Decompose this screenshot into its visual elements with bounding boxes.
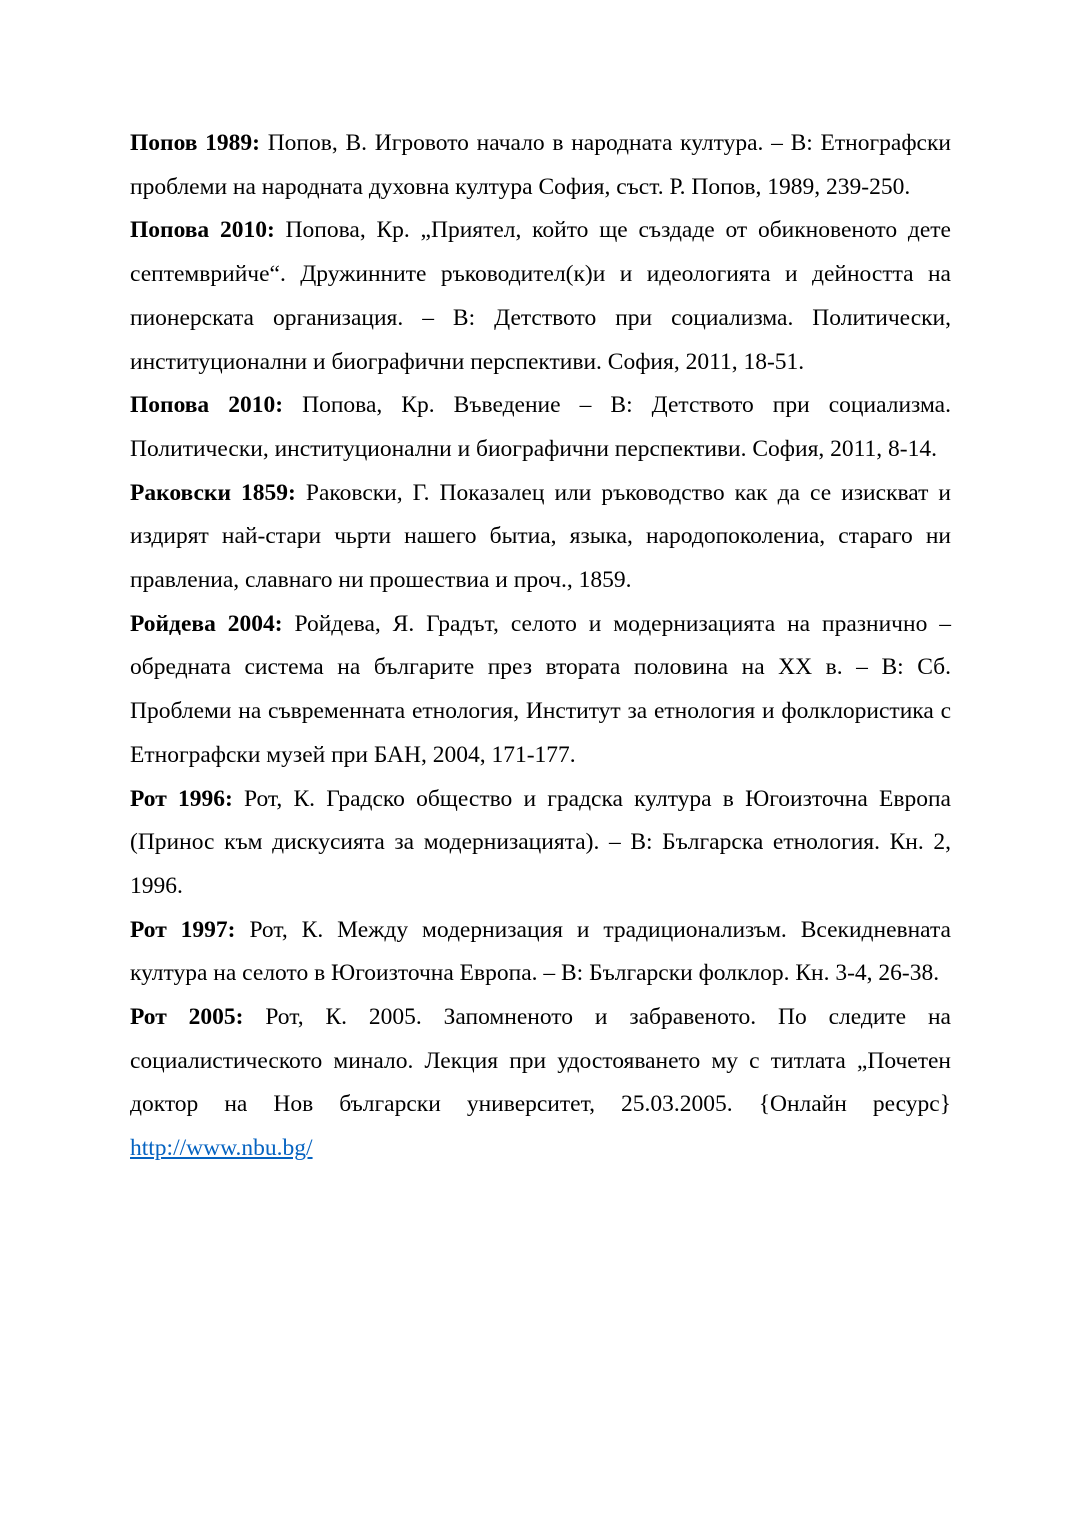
bib-entry-key: Раковски 1859: bbox=[130, 479, 296, 506]
bib-entry-rot-2005 bbox=[130, 996, 951, 1171]
bib-entry-roydeva-2004 bbox=[130, 603, 951, 778]
bib-entry-key: Ройдева 2004: bbox=[130, 610, 283, 637]
bib-entry-key: Рот 1996: bbox=[130, 785, 233, 812]
nbu-link[interactable]: http://www.nbu.bg/ bbox=[130, 1135, 313, 1162]
bib-entry-text: Ройдева, Я. Градът, селото и модернизацията на празнично – обредната система на българите през втората половина на XX в. – В: Сб. Проблеми на съвременната етнология, Институт за етнология и фолклористика с Етнографски музей при БАН, 2004, 171-177. bbox=[130, 610, 951, 768]
bib-entry-text: Попова, Кр. „Приятел, който ще създаде от обикновеното дете септемврийче“. Дружинните ръководител(к)и и идеологията и дейността на пионерската организация. – В: Детството при социализма. Политически, институционални и биографични перспективи. София, 2011, 18-51. bbox=[130, 217, 951, 375]
bib-entry-popova-2010-a bbox=[130, 209, 951, 384]
bib-entry-text: Рот, К. Градско общество и градска култура в Югоизточна Европа (Принос към дискусията за модернизацията). – В: Българска етнология. Кн. 2, 1996. bbox=[130, 785, 951, 899]
bib-entry-rakovski-1859 bbox=[130, 472, 951, 603]
bib-entry-key: Рот 1997: bbox=[130, 916, 236, 943]
bibliography-page bbox=[130, 122, 951, 1171]
bib-entry-text: Рот, К. Между модернизация и традиционализъм. Всекидневната култура на селото в Югоизточна Европа. – В: Български фолклор. Кн. 3-4, 26-38. bbox=[130, 916, 951, 987]
bib-entry-text: Попова, Кр. Въведение – В: Детството при социализма. Политически, институционални и биографични перспективи. София, 2011, 8-14. bbox=[130, 392, 951, 462]
bib-entry-key: Попова 2010: bbox=[130, 392, 284, 419]
bib-entry-key: Попов 1989: bbox=[130, 130, 260, 156]
bib-entry-popov-1989 bbox=[130, 122, 951, 209]
bib-entry-key: Попова 2010: bbox=[130, 217, 275, 244]
bib-entry-key: Рот 2005: bbox=[130, 1004, 244, 1031]
bib-entry-rot-1997 bbox=[130, 909, 951, 996]
bib-entry-text: Рот, К. 2005. Запомненото и забравеното. По следите на социалистическото минало. Лекция при удостояването му с титлата „Почетен доктор на Нов български университет, 25.03.2005. {Онлайн ресурс} bbox=[130, 1004, 951, 1118]
bib-entry-popova-2010-b bbox=[130, 384, 951, 471]
bib-entry-text: Раковски, Г. Показалец или ръководство как да се изискват и издирят най-стари чьрти нашего бытиа, языка, народопоколениа, стараго ни правлениа, славнаго ни прошествиа и проч., 1859. bbox=[130, 479, 951, 594]
bib-entry-text: Попов, В. Игровото начало в народната култура. – В: Етнографски проблеми на народната духовна култура София, съст. Р. Попов, 1989, 239-250. bbox=[130, 130, 951, 200]
bib-entry-rot-1996 bbox=[130, 778, 951, 909]
